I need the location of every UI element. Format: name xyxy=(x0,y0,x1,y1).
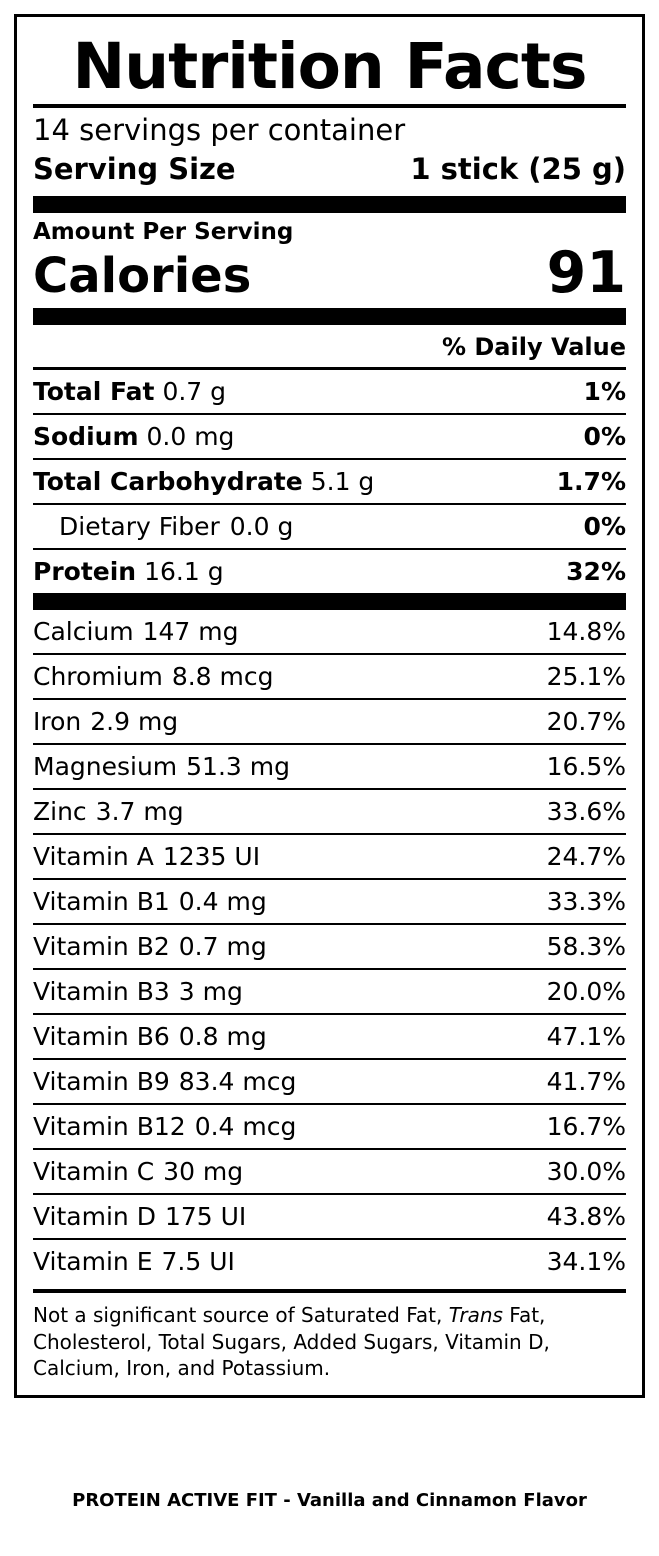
list-item xyxy=(33,878,626,923)
page-title: Nutrition Facts xyxy=(72,30,587,103)
micronutrient-dv: 14.8% xyxy=(546,617,626,647)
micronutrient-dv: 20.0% xyxy=(546,977,626,1007)
list-item xyxy=(33,1148,626,1193)
nutrient-row xyxy=(33,367,626,413)
list-item xyxy=(33,743,626,788)
micronutrient-dv: 33.6% xyxy=(546,797,626,827)
divider-band-calories xyxy=(33,196,626,213)
nutrient-name: Sodium 0.0 mg xyxy=(33,422,235,452)
micronutrient-name: Chromium 8.8 mcg xyxy=(33,662,274,692)
micronutrient-amount: 1235 UI xyxy=(162,842,261,872)
nutrient-amount: 0.7 g xyxy=(162,377,227,407)
micronutrient-dv: 58.3% xyxy=(546,932,626,962)
micronutrient-amount: 175 UI xyxy=(164,1202,247,1232)
micronutrient-name: Vitamin B1 0.4 mg xyxy=(33,887,267,917)
footnote-part-2: Fat, Cholesterol, Total Sugars, Added Sugars, Vitamin D, Calcium, Iron, and Potassium. xyxy=(33,1303,550,1381)
micronutrient-amount: 147 mg xyxy=(142,617,239,647)
micronutrient-amount: 0.8 mg xyxy=(178,1022,267,1052)
list-item xyxy=(33,698,626,743)
list-item xyxy=(33,1193,626,1238)
micronutrient-name: Vitamin E 7.5 UI xyxy=(33,1247,235,1277)
micronutrient-dv: 20.7% xyxy=(546,707,626,737)
nutrient-name: Protein 16.1 g xyxy=(33,557,224,587)
list-item xyxy=(33,968,626,1013)
nutrient-dv: 0% xyxy=(583,512,626,542)
daily-value-header: % Daily Value xyxy=(441,333,626,362)
micronutrients-list xyxy=(33,610,626,1283)
micronutrient-amount: 7.5 UI xyxy=(161,1247,235,1277)
nutrient-dv: 1.7% xyxy=(556,467,626,497)
micronutrient-name: Magnesium 51.3 mg xyxy=(33,752,290,782)
micronutrient-name: Vitamin B3 3 mg xyxy=(33,977,243,1007)
list-item xyxy=(33,1103,626,1148)
micronutrient-amount: 51.3 mg xyxy=(186,752,290,782)
micronutrient-dv: 16.5% xyxy=(546,752,626,782)
nutrient-dv: 0% xyxy=(583,422,626,452)
nutrient-amount: 5.1 g xyxy=(310,467,375,497)
main-nutrients-list xyxy=(33,367,626,593)
micronutrient-dv: 30.0% xyxy=(546,1157,626,1187)
micronutrient-dv: 24.7% xyxy=(546,842,626,872)
micronutrient-name: Vitamin B6 0.8 mg xyxy=(33,1022,267,1052)
micronutrient-dv: 41.7% xyxy=(546,1067,626,1097)
micronutrient-dv: 33.3% xyxy=(546,887,626,917)
list-item xyxy=(33,833,626,878)
micronutrient-name: Calcium 147 mg xyxy=(33,617,239,647)
micronutrient-amount: 30 mg xyxy=(163,1157,244,1187)
list-item xyxy=(33,653,626,698)
amount-per-serving-label: Amount Per Serving xyxy=(33,219,294,246)
micronutrient-amount: 0.4 mg xyxy=(178,887,267,917)
servings-per-container: 14 servings per container xyxy=(33,113,406,147)
nutrient-dv: 1% xyxy=(583,377,626,407)
nutrient-dv: 32% xyxy=(566,557,626,587)
micronutrient-amount: 0.4 mcg xyxy=(194,1112,297,1142)
divider-band-micronutrients xyxy=(33,593,626,610)
micronutrient-name: Vitamin B2 0.7 mg xyxy=(33,932,267,962)
micronutrient-dv: 43.8% xyxy=(546,1202,626,1232)
list-item xyxy=(33,923,626,968)
list-item xyxy=(33,1013,626,1058)
nutrient-name: Total Carbohydrate 5.1 g xyxy=(33,467,375,497)
list-item xyxy=(33,1238,626,1283)
nutrition-facts-panel xyxy=(14,14,645,1398)
micronutrient-amount: 3.7 mg xyxy=(95,797,184,827)
list-item xyxy=(33,788,626,833)
calories-value: 91 xyxy=(546,240,626,307)
footnote xyxy=(33,1293,626,1383)
nutrient-amount: 16.1 g xyxy=(144,557,224,587)
micronutrient-name: Iron 2.9 mg xyxy=(33,707,179,737)
calories-row xyxy=(33,240,626,308)
micronutrient-name: Zinc 3.7 mg xyxy=(33,797,184,827)
nutrient-amount: 0.0 mg xyxy=(146,422,235,452)
divider-band-dv xyxy=(33,308,626,325)
micronutrient-amount: 3 mg xyxy=(178,977,243,1007)
micronutrient-dv: 47.1% xyxy=(546,1022,626,1052)
micronutrient-name: Vitamin D 175 UI xyxy=(33,1202,247,1232)
nutrient-name: Dietary Fiber 0.0 g xyxy=(59,512,294,542)
micronutrient-name: Vitamin C 30 mg xyxy=(33,1157,244,1187)
micronutrient-name: Vitamin B12 0.4 mcg xyxy=(33,1112,297,1142)
product-name: PROTEIN ACTIVE FIT - Vanilla and Cinnamon Flavor xyxy=(72,1490,587,1511)
micronutrient-amount: 8.8 mcg xyxy=(171,662,274,692)
micronutrient-name: Vitamin B9 83.4 mcg xyxy=(33,1067,297,1097)
micronutrient-amount: 2.9 mg xyxy=(90,707,179,737)
footnote-part-1: Not a significant source of Saturated Fat, xyxy=(33,1303,449,1328)
serving-size-label: Serving Size xyxy=(33,152,236,187)
serving-size-row xyxy=(33,150,626,194)
micronutrient-name: Vitamin A 1235 UI xyxy=(33,842,261,872)
nutrient-row xyxy=(33,548,626,593)
micronutrient-dv: 16.7% xyxy=(546,1112,626,1142)
footnote-italic-trans: Trans xyxy=(448,1303,503,1328)
micronutrient-amount: 83.4 mcg xyxy=(178,1067,297,1097)
micronutrient-dv: 34.1% xyxy=(546,1247,626,1277)
nutrient-row xyxy=(33,413,626,458)
nutrient-amount: 0.0 g xyxy=(229,512,294,542)
calories-label: Calories xyxy=(33,248,252,305)
nutrient-name: Total Fat 0.7 g xyxy=(33,377,227,407)
serving-size-value: 1 stick (25 g) xyxy=(410,152,626,187)
micronutrient-amount: 0.7 mg xyxy=(178,932,267,962)
micronutrient-dv: 25.1% xyxy=(546,662,626,692)
nutrient-row xyxy=(33,458,626,503)
list-item xyxy=(33,1058,626,1103)
nutrient-row xyxy=(33,503,626,548)
list-item xyxy=(33,610,626,653)
